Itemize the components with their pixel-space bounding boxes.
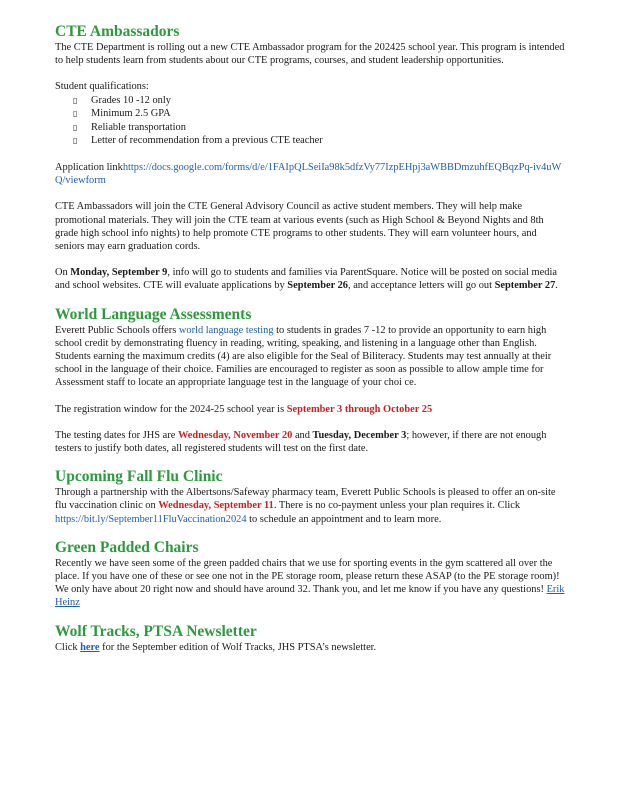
bullet-icon: ▯ — [73, 122, 78, 132]
flu-clinic-paragraph: Through a partnership with the Albertsons/Safeway pharmacy team, Everett Public Schools is pleased to offer an on-site flu vaccination clinic on Wednesday, September 11. There is no co-payment unless your plan requires it. Click https://bit.ly/September11FluVaccination2024 to schedule an appointment and to learn more. — [55, 487, 556, 525]
flu-clinic-date: Wednesday, September 11 — [158, 500, 274, 512]
date-text: September 26 — [287, 280, 348, 292]
registration-window-paragraph: The registration window for the 2024-25 school year is September 3 through October 25 — [55, 403, 433, 415]
cte-timeline-paragraph: On Monday, September 9, info will go to students and families via ParentSquare. Notice will be posted on social media and school websites. CTE will evaluate applications by September 26, and acceptance letters will go out September 27. — [55, 267, 558, 292]
list-item: ▯ Minimum 2.5 GPA — [73, 108, 171, 120]
application-link-label: Application link — [55, 161, 123, 173]
world-language-paragraph: Everett Public Schools offers world language testing to students in grades 7 -12 to provide an opportunity to earn high school credit by demonstrating fluency in reading, writing, speaking, and listening in a language other than English. Students earning the maximum credits (4) are also eligible for the Seal of Biliteracy. Students may test annually at their school in the language of their choice. Families are encouraged to register as soon as possible to allow ample time for Assessment staff to locate an appropriate language test in the language of your choi ce. — [55, 324, 552, 389]
newsletter-page — [55, 22, 565, 654]
cte-ambassadors-section — [55, 22, 565, 293]
date-text: September 27 — [494, 280, 556, 292]
padded-chairs-paragraph: Recently we have seen some of the green padded chairs that we use for sporting events in the gym scattered all over the place. If you have one of these or see one not in the PE storage room, please return these ASAP (to the PE storage room)! We only have about 20 right now and should have around 32. Thank you, and let me know if you have any questions! Erik Heinz — [55, 557, 565, 609]
world-language-heading: World Language Assessments — [55, 305, 252, 323]
bullet-icon: ▯ — [73, 109, 78, 119]
bullet-icon: ▯ — [73, 95, 78, 105]
cte-ambassadors-heading: CTE Ambassadors — [55, 23, 180, 40]
cte-intro-paragraph: The CTE Department is rolling out a new CTE Ambassador program for the 202425 school year. This program is intended to help students learn from students about our CTE programs, courses, and student leadership opportunities. — [55, 42, 565, 67]
padded-chairs-heading: Green Padded Chairs — [55, 538, 199, 556]
wolf-tracks-heading: Wolf Tracks, PTSA Newsletter — [55, 622, 257, 640]
flu-clinic-section — [55, 467, 565, 526]
wolf-tracks-paragraph: Click here for the September edition of Wolf Tracks, JHS PTSA’s newsletter. — [55, 641, 377, 653]
test-date-red: Wednesday, November 20 — [177, 429, 293, 441]
registration-dates: September 3 through October 25 — [286, 403, 433, 415]
bullet-icon: ▯ — [73, 136, 78, 146]
padded-chairs-section — [55, 538, 565, 610]
application-form-link[interactable]: https://docs.google.com/forms/d/e/1FAIpQLSeiIa98k5dfzVy77IzpEHpj3aWBBDmzuhfEQBqzPq-iv4uWQ/viewform — [55, 161, 562, 187]
qualifications-list — [55, 94, 565, 148]
world-language-section — [55, 305, 565, 456]
list-item: ▯ Reliable transportation — [73, 121, 186, 133]
application-link-paragraph — [55, 161, 565, 187]
testing-dates-paragraph: The testing dates for JHS are Wednesday, November 20 and Tuesday, December 3; however, if there are not enough testers to justify both dates, all registered students will test on the first date. — [55, 429, 547, 455]
flu-clinic-heading: Upcoming Fall Flu Clinic — [55, 468, 223, 486]
qualifications-heading: Student qualifications: — [55, 81, 149, 93]
date-text: Monday, September 9 — [70, 267, 168, 279]
newsletter-here-link[interactable]: here — [80, 641, 100, 653]
erik-heinz-link[interactable]: Erik Heinz — [55, 584, 565, 609]
list-item: ▯ Grades 10 -12 only — [73, 94, 171, 106]
cte-details-paragraph: CTE Ambassadors will join the CTE General Advisory Council as active student members. They will help make promotional materials. They will join the CTE team at various events (such as High School & Beyond Nights and 8th grade high school info nights) to help promote CTE programs to other students. They will earn volunteer hours, and seniors may earn graduation cords. — [55, 201, 544, 252]
test-date-bold: Tuesday, December 3 — [312, 429, 407, 441]
wolf-tracks-section — [55, 622, 565, 654]
world-language-testing-link[interactable]: world language testing — [178, 324, 274, 336]
flu-vaccination-link[interactable]: https://bit.ly/September11FluVaccination2024 — [55, 513, 247, 525]
list-item: ▯ Letter of recommendation from a previous CTE teacher — [73, 135, 323, 147]
